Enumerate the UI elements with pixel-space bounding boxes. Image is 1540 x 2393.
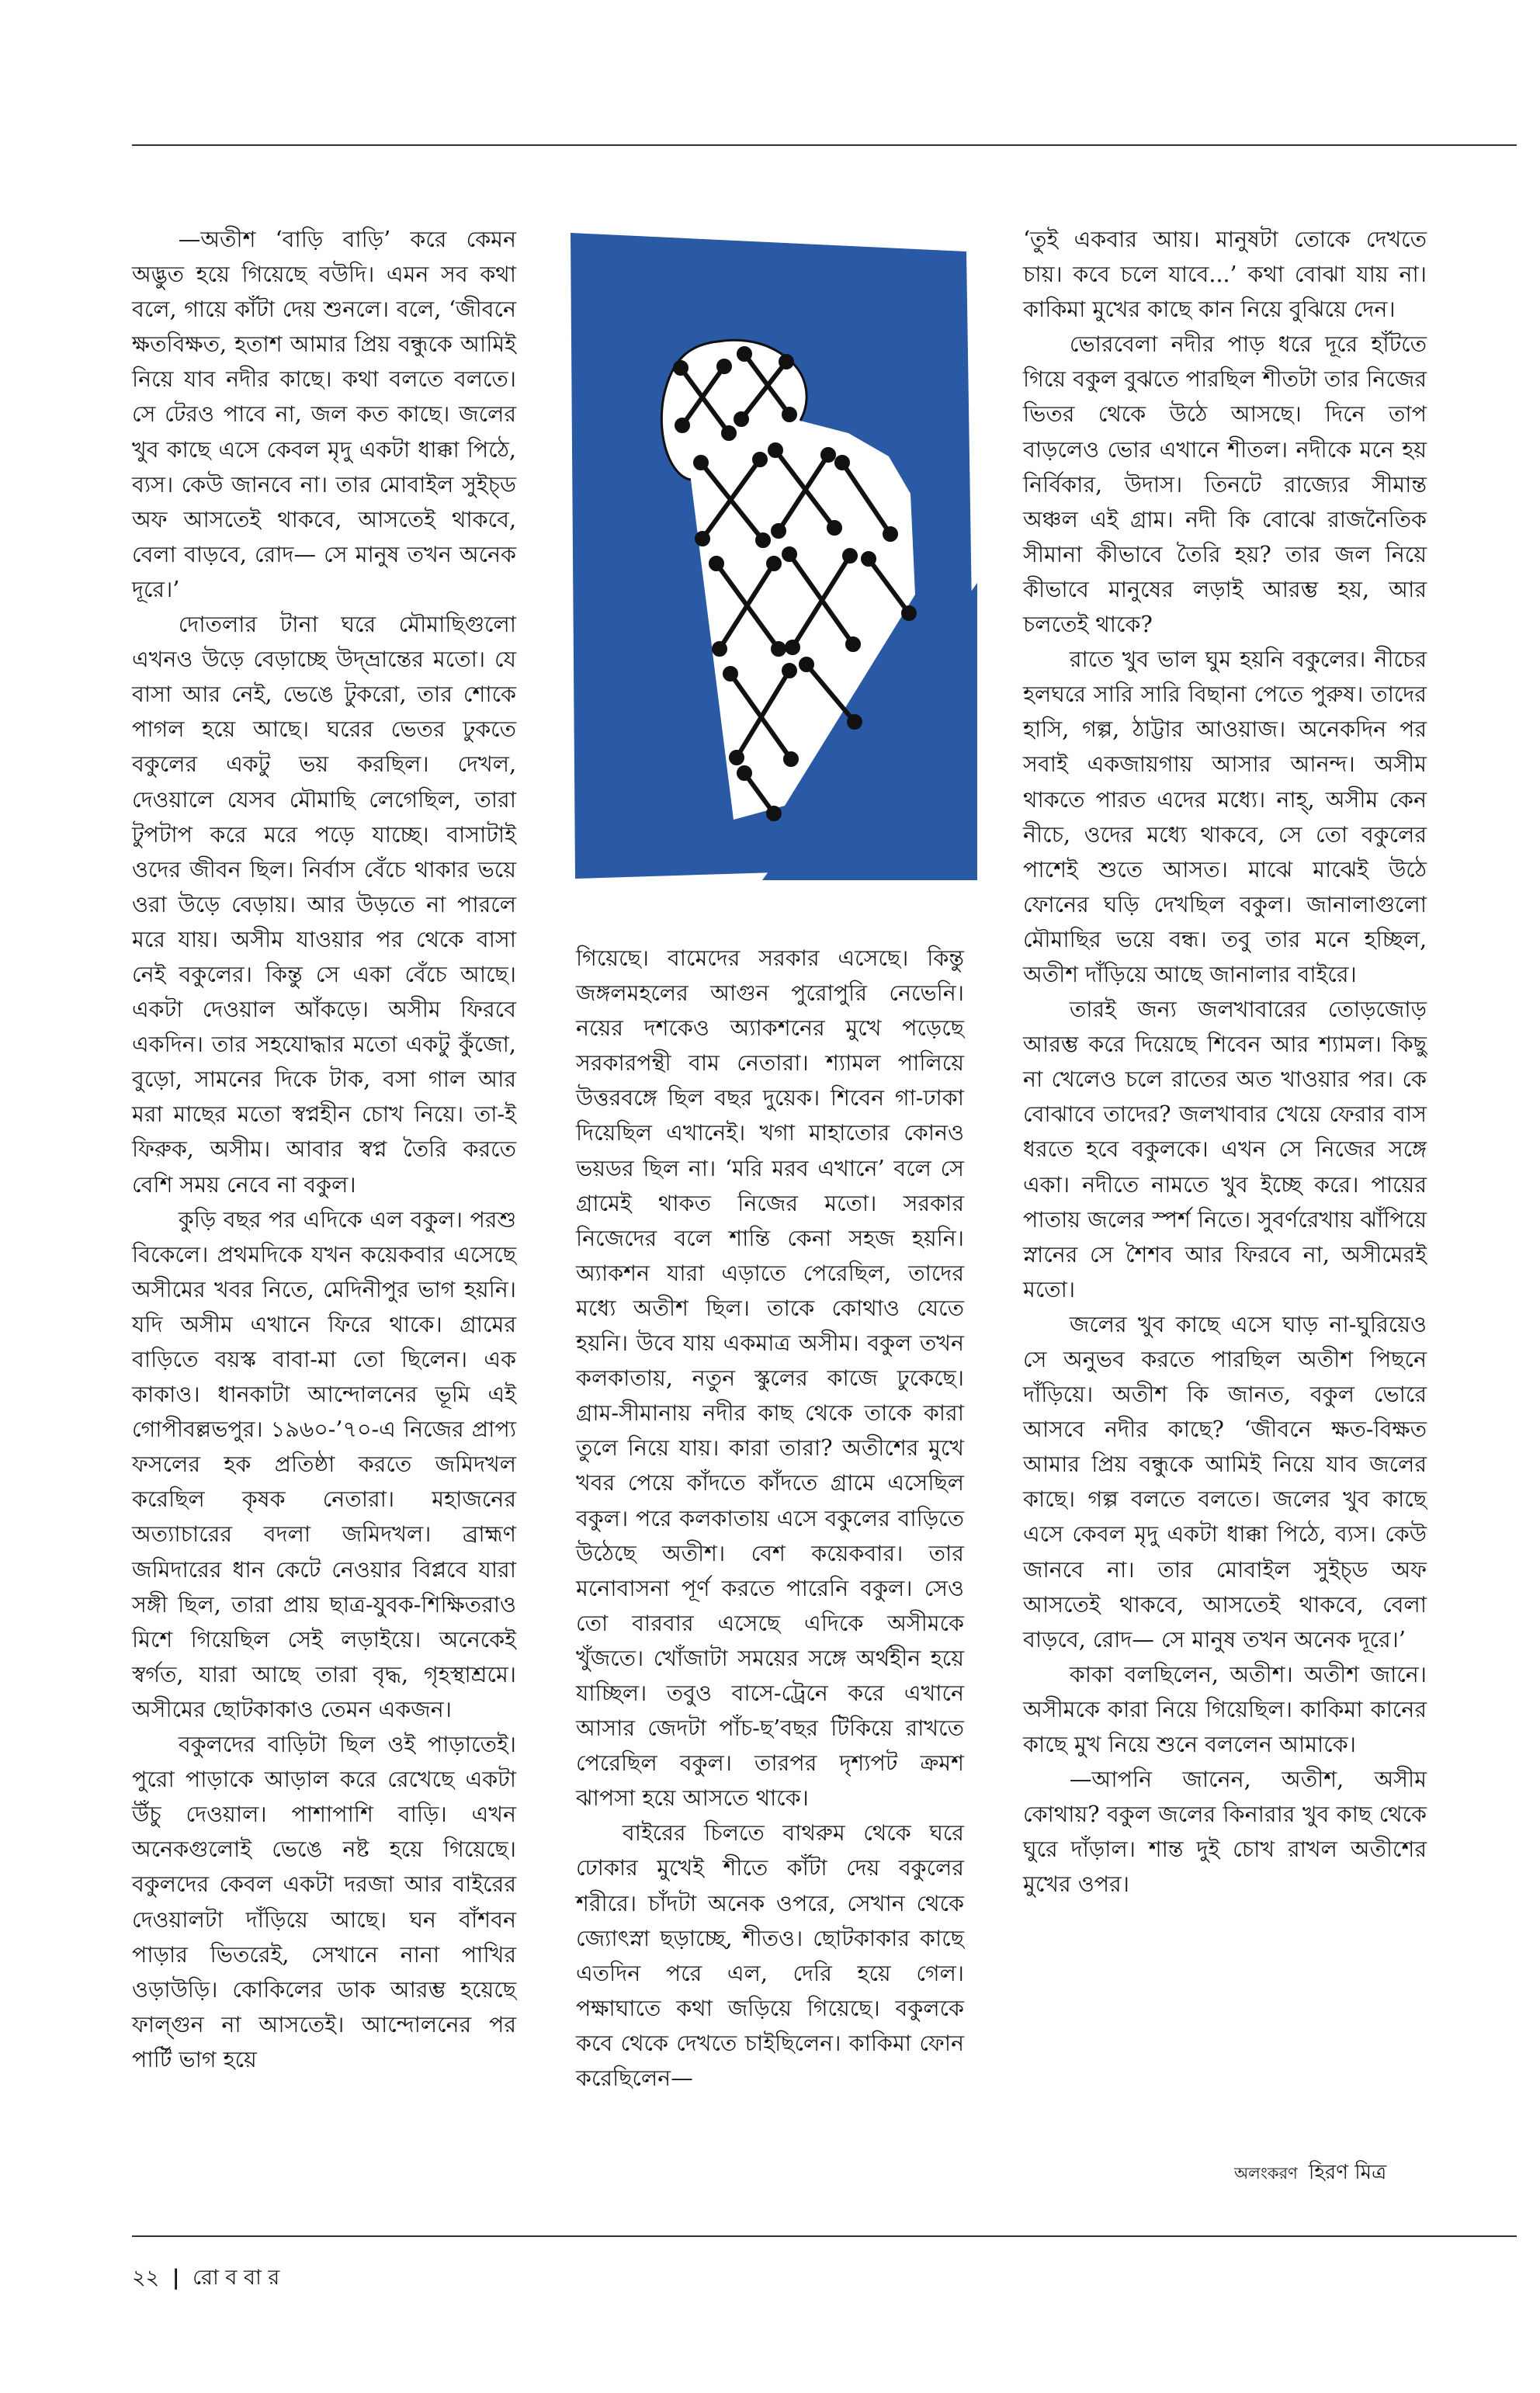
story-paragraph: ভোরবেলা নদীর পাড় ধরে দূরে হাঁটতে গিয়ে বকুল বুঝতে পারছিল শীতটা তার নিজের ভিতর থেকে উঠে আসছে। দিনে তাপ বাড়লেও ভোর এখানে শীতল। নদীকে মনে হয় নির্বিকার, উদাস। তিনটে রাজ্যের সীমান্ত অঞ্চল এই গ্রাম। নদী কি বোঝে রাজনৈতিক সীমানা কীভাবে তৈরি হয়? তার জল নিয়ে কীভাবে মানুষের লড়াই আরম্ভ হয়, আর চলতেই থাকে?: [1023, 331, 1427, 638]
illustration: [564, 230, 977, 880]
story-paragraph: ‘তুই একবার আয়। মানুষটা তোকে দেখতে চায়। কবে চলে যাবে...’ কথা বোঝা যায় না। কাকিমা মুখের কাছে কান নিয়ে বুঝিয়ে দেন।: [1023, 227, 1427, 323]
story-paragraph: বকুলদের বাড়িটা ছিল ওই পাড়াতেই। পুরো পাড়াকে আড়াল করে রেখেছে একটা উঁচু দেওয়াল। পাশাপাশি বাড়ি। এখন অনেকগুলোই ভেঙে নষ্ট হয়ে গিয়েছে। বকুলদের কেবল একটা দরজা আর বাইরের দেওয়ালটা দাঁড়িয়ে আছে। ঘন বাঁশবন পাড়ার ভিতরেই, সেখানে নানা পাখির ওড়াউড়ি। কোকিলের ডাক আরম্ভ হয়েছে ফাল্গুন না আসতেই। আন্দোলনের পর পার্টি ভাগ হয়ে: [132, 1732, 516, 2072]
credit-name: হিরণ মিত্র: [1308, 2161, 1387, 2184]
story-column-1: [132, 222, 516, 2077]
folio-separator: |: [172, 2266, 180, 2290]
bottom-rule: [132, 2235, 1517, 2237]
story-paragraph: কাকা বলছিলেন, অতীশ। অতীশ জানে। অসীমকে কারা নিয়ে গিয়েছিল। কাকিমা কানের কাছে মুখ নিয়ে শুনে বললেন আমাকে।: [1023, 1661, 1427, 1758]
story-paragraph: জলের খুব কাছে এসে ঘাড় না-ঘুরিয়েও সে অনুভব করতে পারছিল অতীশ পিছনে দাঁড়িয়ে। অতীশ কি জানত, বকুল ভোরে আসবে নদীর কাছে? ‘জীবনে ক্ষত-বিক্ষত আমার প্রিয় বন্ধুকে আমিই নিয়ে যাব জলের কাছে। গল্প বলতে বলতে। জলের খুব কাছে এসে কেবল মৃদু একটা ধাক্কা পিঠে, ব্যস। কেউ জানবে না। তার মোবাইল সুইচ্ড অফ আসতেই থাকবে, আসতেই থাকবে, বেলা বাড়বে, রোদ— সে মানুষ তখন অনেক দূরে।’: [1023, 1311, 1427, 1653]
top-rule: [132, 144, 1517, 146]
magazine-name: রো ব বা র: [192, 2266, 280, 2290]
story-paragraph: বাইরের চিলতে বাথরুম থেকে ঘরে ঢোকার মুখেই শীতে কাঁটা দেয় বকুলের শরীরে। চাঁদটা অনেক ওপরে, সেখান থেকে জ্যোৎস্না ছড়াচ্ছে, শীতও। ছোটকাকার কাছে এতদিন পরে এল, দেরি হয়ে গেল। পক্ষাঘাতে কথা জড়িয়ে গিয়েছে। বকুলকে কবে থেকে দেখতে চাইছিলেন। কাকিমা ফোন করেছিলেন—: [576, 1820, 964, 2091]
page-number: ২২: [132, 2266, 160, 2290]
page-folio: [132, 2262, 279, 2297]
story-paragraph: দোতলার টানা ঘরে মৌমাছিগুলো এখনও উড়ে বেড়াচ্ছে উদ্‌ভ্রান্তের মতো। যে বাসা আর নেই, ভেঙে টুকরো, তার শোকে পাগল হয়ে আছে। ঘরের ভেতর ঢুকতে বকুলের একটু ভয় করছিল। দেখল, দেওয়ালে যেসব মৌমাছি লেগেছিল, তারা টুপটাপ করে মরে পড়ে যাচ্ছে। বাসাটাই ওদের জীবন ছিল। নির্বাস বেঁচে থাকার ভয়ে ওরা উড়ে বেড়ায়। আর উড়তে না পারলে মরে যায়। অসীম যাওয়ার পর থেকে বাসা নেই বকুলের। কিন্তু সে একা বেঁচে আছে। একটা দেওয়াল আঁকড়ে। অসীম ফিরবে একদিন। তার সহযোদ্ধার মতো একটু কুঁজো, বুড়ো, সামনের দিকে টাক, বসা গাল আর মরা মাছের মতো স্বপ্নহীন চোখ নিয়ে। তা-ই ফিরুক, অসীম। আবার স্বপ্ন তৈরি করতে বেশি সময় নেবে না বকুল।: [132, 612, 516, 1198]
credit-label: অলংকরণ: [1234, 2164, 1298, 2183]
story-column-2: [576, 941, 964, 2096]
story-paragraph: —অতীশ ‘বাড়ি বাড়ি’ করে কেমন অদ্ভুত হয়ে গিয়েছে বউদি। এমন সব কথা বলে, গায়ে কাঁটা দেয় শুনলে। বলে, ‘জীবনে ক্ষতবিক্ষত, হতাশ আমার প্রিয় বন্ধুকে আমিই নিয়ে যাব নদীর কাছে। কথা বলতে বলতে। সে টেরও পাবে না, জল কত কাছে। জলের খুব কাছে এসে কেবল মৃদু একটা ধাক্কা পিঠে, ব্যস। কেউ জানবে না। তার মোবাইল সুইচ্ড অফ আসতেই থাকবে, আসতেই থাকবে, বেলা বাড়বে, রোদ— সে মানুষ তখন অনেক দূরে।’: [132, 227, 516, 602]
illustration-credit: [1234, 2156, 1386, 2190]
story-paragraph: তারই জন্য জলখাবারের তোড়জোড় আরম্ভ করে দিয়েছে শিবেন আর শ্যামল। কিছু না খেলেও চলে রাতের অত খাওয়ার পর। কে বোঝাবে তাদের? জলখাবার খেয়ে ফেরার বাস ধরতে হবে বকুলকে। এখন সে নিজের সঙ্গে একা। নদীতে নামতে খুব ইচ্ছে করে। পায়ের পাতায় জলের স্পর্শ নিতে। সুবর্ণরেখায় ঝাঁপিয়ে স্নানের সে শৈশব আর ফিরবে না, অসীমেরই মতো।: [1023, 997, 1427, 1302]
story-paragraph: —আপনি জানেন, অতীশ, অসীম কোথায়? বকুল জলের কিনারার খুব কাছ থেকে ঘুরে দাঁড়াল। শান্ত দুই চোখ রাখল অতীশের মুখের ওপর।: [1023, 1767, 1427, 1898]
story-paragraph: রাতে খুব ভাল ঘুম হয়নি বকুলের। নীচের হলঘরে সারি সারি বিছানা পেতে পুরুষ। তাদের হাসি, গল্প, ঠাট্টার আওয়াজ। অনেকদিন পর সবাই একজায়গায় আসার আনন্দ। অসীম থাকতে পারত এদের মধ্যে। নাহ্, অসীম কেন নীচে, ওদের মধ্যে থাকবে, সে তো বকুলের পাশেই শুতে আসত। মাঝে মাঝেই উঠে ফোনের ঘড়ি দেখছিল বকুল। জানালাগুলো মৌমাছির ভয়ে বন্ধ। তবু তার মনে হচ্ছিল, অতীশ দাঁড়িয়ে আছে জানালার বাইরে।: [1023, 647, 1427, 987]
story-column-3: [1023, 222, 1427, 1902]
story-paragraph: কুড়ি বছর পর এদিকে এল বকুল। পরশু বিকেলে। প্রথমদিকে যখন কয়েকবার এসেছে অসীমের খবর নিতে, মেদিনীপুর ভাগ হয়নি। যদি অসীম এখানে ফিরে থাকে। গ্রামের বাড়িতে বয়স্ক বাবা-মা তো ছিলেন। এক কাকাও। ধানকাটা আন্দোলনের ভূমি এই গোপীবল্লভপুর। ১৯৬০-’৭০-এ নিজের প্রাপ্য ফসলের হক প্রতিষ্ঠা করতে জমিদখল করেছিল কৃষক নেতারা। মহাজনের অত্যাচারের বদলা জমিদখল। ব্রাহ্মণ জমিদারের ধান কেটে নেওয়ার বিপ্লবে যারা সঙ্গী ছিল, তারা প্রায় ছাত্র-যুবক-শিক্ষিতরাও মিশে গিয়েছিল সেই লড়াইয়ে। অনেকেই স্বর্গত, যারা আছে তারা বৃদ্ধ, গৃহস্থাশ্রমে। অসীমের ছোটকাকাও তেমন একজন।: [132, 1206, 516, 1722]
story-paragraph: গিয়েছে। বামেদের সরকার এসেছে। কিন্তু জঙ্গলমহলের আগুন পুরোপুরি নেভেনি। নয়ের দশকেও অ্যাকশনের মুখে পড়েছে সরকারপন্থী বাম নেতারা। শ্যামল পালিয়ে উত্তরবঙ্গে ছিল বছর দুয়েক। শিবেন গা-ঢাকা দিয়েছিল এখানেই। খগা মাহাতোর কোনও ভয়ডর ছিল না। ‘মরি মরব এখানে’ বলে সে গ্রামেই থাকত নিজের মতো। সরকার নিজেদের বলে শান্তি কেনা সহজ হয়নি। অ্যাকশন যারা এড়াতে পেরেছিল, তাদের মধ্যে অতীশ ছিল। তাকে কোথাও যেতে হয়নি। উবে যায় একমাত্র অসীম। বকুল তখন কলকাতায়, নতুন স্কুলের কাজে ঢুকেছে। গ্রাম-সীমানায় নদীর কাছ থেকে তাকে কারা তুলে নিয়ে যায়। কারা তারা? অতীশের মুখে খবর পেয়ে কাঁদতে কাঁদতে গ্রামে এসেছিল বকুল। পরে কলকাতায় এসে বকুলের বাড়িতে উঠেছে অতীশ। বেশ কয়েকবার। তার মনোবাসনা পূর্ণ করতে পারেনি বকুল। সেও তো বারবার এসেছে এদিকে অসীমকে খুঁজতে। খোঁজাটা সময়ের সঙ্গে অর্থহীন হয়ে যাচ্ছিল। তবুও বাসে-ট্রেনে করে এখানে আসার জেদটা পাঁচ-ছ’বছর টিকিয়ে রাখতে পেরেছিল বকুল। তারপর দৃশ্যপট ক্রমশ ঝাপসা হয়ে আসতে থাকে।: [576, 945, 964, 1812]
